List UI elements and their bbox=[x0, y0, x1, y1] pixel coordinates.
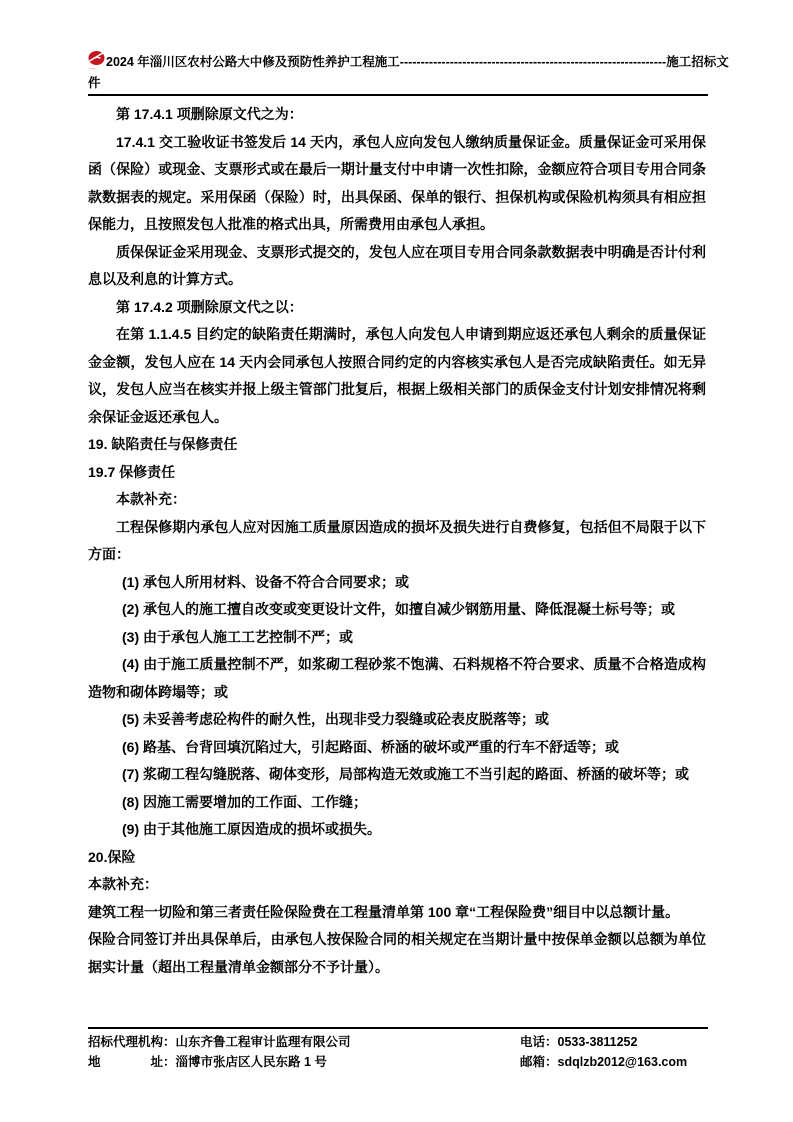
supplement-label-20: 本款补充： bbox=[88, 876, 158, 892]
email-value: sdqlzb2012@163.com bbox=[557, 1055, 688, 1069]
footer-agency-line bbox=[88, 1032, 520, 1052]
section-heading-20: 20.保险 bbox=[88, 848, 136, 865]
insurance-measure-text: 保险合同签订并出具保单后，由承包人按保险合同的相关规定在当期计量中按保单金额以总额为单位据实计量（超出工程量清单金额部分不予计量）。 bbox=[88, 931, 706, 975]
phone-label: 电话： bbox=[520, 1035, 558, 1049]
header-title-line1 bbox=[88, 50, 729, 73]
footer-address-line bbox=[88, 1052, 520, 1072]
page-footer bbox=[88, 1032, 708, 1072]
list-item-4: (4) 由于施工质量控制不严，如浆砌工程砂浆不饱满、石料规格不符合要求、质量不合格造成构造物和砌体跨塌等；或 bbox=[88, 656, 706, 700]
list-item-5: (5) 未妥善考虑砼构件的耐久性，出现非受力裂缝或砼表皮脱落等；或 bbox=[122, 711, 549, 727]
header-title-line2: 件 bbox=[88, 76, 101, 90]
clause-text-17-4-2: 在第 1.1.4.5 目约定的缺陷责任期满时，承包人向发包人申请到期应返还承包人剩余的质量保证金金额，发包人应在 14 天内会同承包人按照合同约定的内容核实承包人是否完成缺陷责任。如无异议，发包人应当在核实并报上级主管部门批复后，根据上级相关部门的质保金支付计划安排情况将剩余保证金返还承包人。 bbox=[88, 326, 706, 425]
email-label: 邮箱： bbox=[520, 1055, 558, 1069]
footer-email-line bbox=[520, 1052, 708, 1072]
footer-agency-block bbox=[88, 1032, 520, 1072]
insurance-fee-text: 建筑工程一切险和第三者责任险保险费在工程量清单第 100 章“工程保险费”细目中以总额计量。 bbox=[88, 903, 680, 920]
list-item-9: (9) 由于其他施工原因造成的损坏或损失。 bbox=[122, 821, 381, 837]
section-heading-19-7: 19.7 保修责任 bbox=[88, 463, 176, 480]
document-body bbox=[88, 101, 706, 981]
warranty-intro-text: 工程保修期内承包人应对因施工质量原因造成的损坏及损失进行自费修复，包括但不局限于以下方面： bbox=[88, 518, 706, 562]
address-label: 地 址： bbox=[88, 1055, 176, 1069]
section-heading-19: 19. 缺陷责任与保修责任 bbox=[88, 436, 238, 452]
agency-label: 招标代理机构： bbox=[88, 1035, 176, 1049]
clause-heading-17-4-1: 第 17.4.1 项删除原文代之为： bbox=[116, 106, 303, 122]
list-item-1: (1) 承包人所用材料、设备不符合合同要求；或 bbox=[122, 573, 409, 590]
footer-divider bbox=[88, 1027, 708, 1029]
list-item-2: (2) 承包人的施工擅自改变或变更设计文件，如擅自减少钢筋用量、降低混凝土标号等；或 bbox=[122, 601, 675, 617]
agency-name: 山东齐鲁工程审计监理有限公司 bbox=[175, 1035, 351, 1049]
phone-value: 0533-3811252 bbox=[557, 1035, 638, 1049]
footer-phone-line bbox=[520, 1032, 708, 1052]
clause-heading-17-4-2: 第 17.4.2 项删除原文代之以： bbox=[116, 298, 303, 315]
address-value: 淄博市张店区人民东路 1 号 bbox=[175, 1055, 327, 1069]
list-item-6: (6) 路基、台背回填沉陷过大，引起路面、桥涵的破坏或严重的行车不舒适等；或 bbox=[122, 738, 619, 755]
page-header bbox=[88, 50, 729, 94]
footer-contact-block bbox=[520, 1032, 708, 1072]
svg-text:·····: ····· bbox=[89, 66, 96, 71]
list-item-7: (7) 浆砌工程勾缝脱落、砌体变形，局部构造无效或施工不当引起的路面、桥涵的破坏等；或 bbox=[122, 766, 689, 782]
list-item-3: (3) 由于承包人施工工艺控制不严；或 bbox=[122, 628, 353, 645]
clause-text-retention: 质保保证金采用现金、支票形式提交的，发包人应在项目专用合同条款数据表中明确是否计付利息以及利息的计算方式。 bbox=[88, 243, 706, 287]
supplement-label-19-7: 本款补充： bbox=[116, 491, 186, 507]
list-item-8: (8) 因施工需要增加的工作面、工作缝； bbox=[122, 793, 367, 810]
clause-text-17-4-1: 17.4.1 交工验收证书签发后 14 天内，承包人应向发包人缴纳质量保证金。质量保证金可采用保函（保险）或现金、支票形式或在最后一期计量支付中申请一次性扣除，金额应符合项目专用合同条款数据表的规定。采用保函（保险）时，出具保函、保单的银行、担保机构或保险机构须具有相应担保能力，且按照发包人批准的格式出具，所需费用由承包人承担。 bbox=[88, 133, 706, 232]
company-logo-icon bbox=[88, 50, 105, 72]
header-title-text: 2024 年淄川区农村公路大中修及预防性养护工程施工----------------------------------------------------------------施工招标文 bbox=[106, 55, 729, 69]
header-divider bbox=[88, 94, 708, 96]
